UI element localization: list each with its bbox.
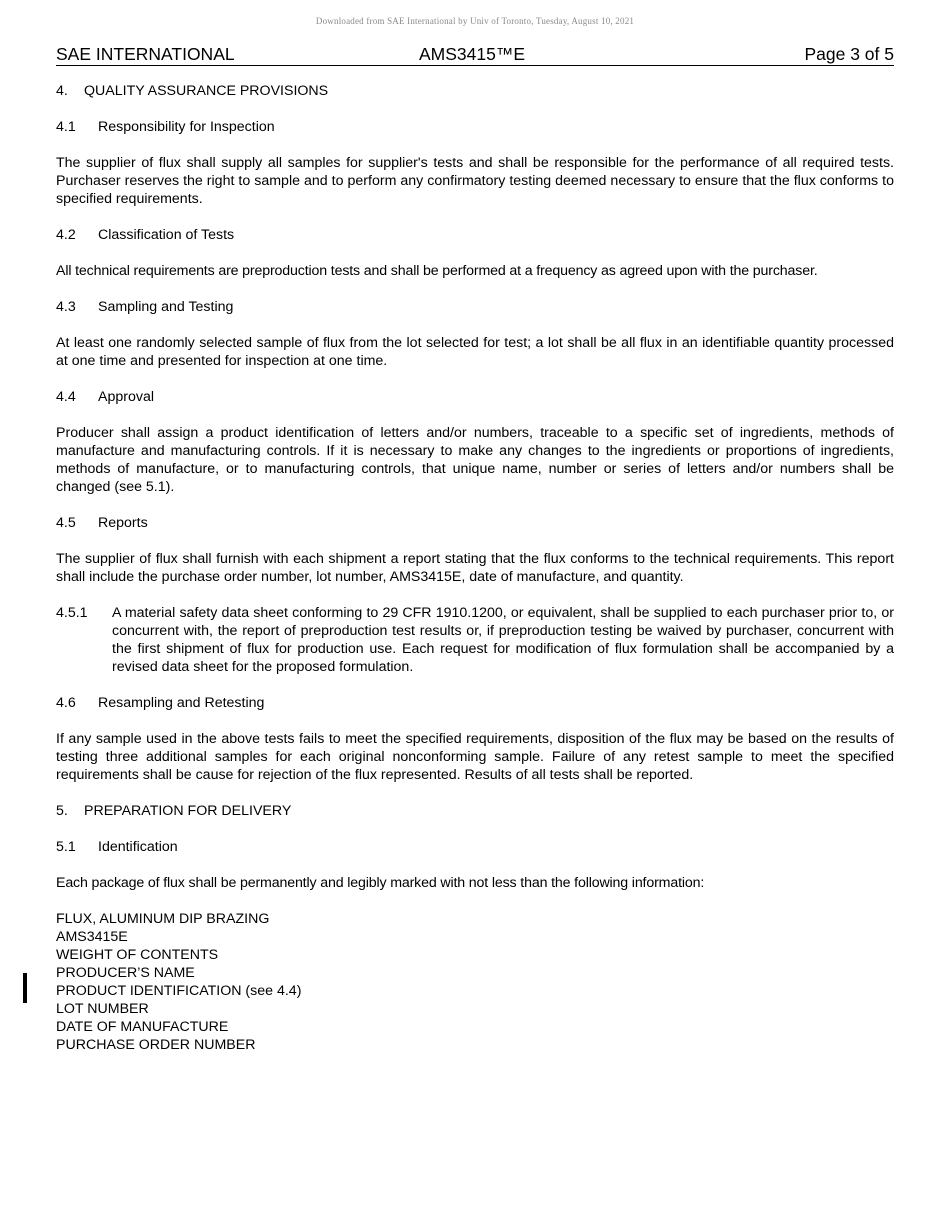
section-title: QUALITY ASSURANCE PROVISIONS: [84, 83, 329, 99]
section-4-6-heading: [56, 694, 894, 712]
section-number: 5.: [56, 803, 68, 819]
download-watermark: Downloaded from SAE International by Univ of Toronto, Tuesday, August 10, 2021: [315, 16, 635, 26]
document-id: AMS3415™E: [419, 44, 526, 64]
section-4-2-heading: [56, 226, 894, 244]
section-4-5-heading: [56, 514, 894, 532]
section-4-heading: [56, 82, 894, 100]
section-4-1-heading: [56, 118, 894, 136]
section-number: 5.1: [56, 839, 76, 855]
marking-line: FLUX, ALUMINUM DIP BRAZING: [56, 911, 270, 927]
marking-line: PURCHASE ORDER NUMBER: [56, 1037, 256, 1053]
section-title: Classification of Tests: [98, 227, 235, 243]
section-4-5-1-text: A material safety data sheet conforming to 29 CFR 1910.1200, or equivalent, shall be supplied to each purchaser prior to, or concurrent with, the report of preproduction test results or, if preproduction testing be waived by purchaser, concurrent with the first shipment of flux for production use. Each request for modification of flux formulation shall be accompanied by a revised data sheet for the proposed formulation.: [112, 605, 894, 675]
section-title: Resampling and Retesting: [98, 695, 265, 711]
page-number: Page 3 of 5: [804, 44, 894, 64]
page-header: [56, 43, 894, 66]
section-title: Sampling and Testing: [98, 299, 234, 315]
section-4-5-1: [56, 604, 894, 676]
section-4-3-heading: [56, 298, 894, 316]
package-marking-list: [56, 910, 894, 1054]
section-5-heading: [56, 802, 894, 820]
revision-change-bar: [23, 973, 27, 1003]
section-number: 4.4: [56, 389, 76, 405]
marking-line: PRODUCER’S NAME: [56, 965, 195, 981]
section-5-1-text: Each package of flux shall be permanently and legibly marked with not less than the following information:: [56, 875, 705, 891]
section-number: 4.1: [56, 119, 76, 135]
section-4-5-text: The supplier of flux shall furnish with each shipment a report stating that the flux conforms to the technical requirements. This report shall include the purchase order number, lot number, AMS3415E, date of manufacture, and quantity.: [56, 551, 894, 585]
section-4-4-text: Producer shall assign a product identification of letters and/or numbers, traceable to a specific set of ingredients, methods of manufacture and manufacturing controls. If it is necessary to make any changes to the ingredients or proportions of ingredients, methods of manufacture, or to manufacturing controls, that unique name, number or series of letters and/or numbers shall be changed (see 5.1).: [56, 425, 894, 495]
section-4-4-heading: [56, 388, 894, 406]
section-4-2-text: All technical requirements are preproduction tests and shall be performed at a frequency as agreed upon with the purchaser.: [56, 263, 818, 279]
section-4-6-text: If any sample used in the above tests fails to meet the specified requirements, disposition of the flux may be based on the results of testing three additional samples for each original nonconforming sample. Failure of any retest sample to meet the specified requirements shall be cause for rejection of the flux represented. Results of all tests shall be reported.: [56, 731, 894, 783]
section-4-1-text: The supplier of flux shall supply all samples for supplier's tests and shall be responsible for the performance of all required tests. Purchaser reserves the right to sample and to perform any confirmatory testing deemed necessary to ensure that the flux conforms to specified requirements.: [56, 155, 894, 207]
marking-line: WEIGHT OF CONTENTS: [56, 947, 219, 963]
section-number: 4.: [56, 83, 68, 99]
section-title: Identification: [98, 839, 178, 855]
organization-name: SAE INTERNATIONAL: [56, 44, 235, 64]
section-title: PREPARATION FOR DELIVERY: [84, 803, 292, 819]
section-number: 4.2: [56, 227, 76, 243]
section-number: 4.3: [56, 299, 76, 315]
section-number: 4.5.1: [56, 605, 88, 621]
section-title: Responsibility for Inspection: [98, 119, 275, 135]
section-4-3-text: At least one randomly selected sample of flux from the lot selected for test; a lot shall be all flux in an identifiable quantity processed at one time and presented for inspection at one time.: [56, 335, 894, 369]
section-title: Reports: [98, 515, 148, 531]
section-number: 4.6: [56, 695, 76, 711]
section-number: 4.5: [56, 515, 76, 531]
section-title: Approval: [98, 389, 154, 405]
document-body: [56, 82, 894, 1054]
section-5-1-heading: [56, 838, 894, 856]
marking-line: PRODUCT IDENTIFICATION (see 4.4): [56, 983, 302, 999]
marking-line: DATE OF MANUFACTURE: [56, 1019, 229, 1035]
marking-line: AMS3415E: [56, 929, 128, 945]
marking-line: LOT NUMBER: [56, 1001, 149, 1017]
